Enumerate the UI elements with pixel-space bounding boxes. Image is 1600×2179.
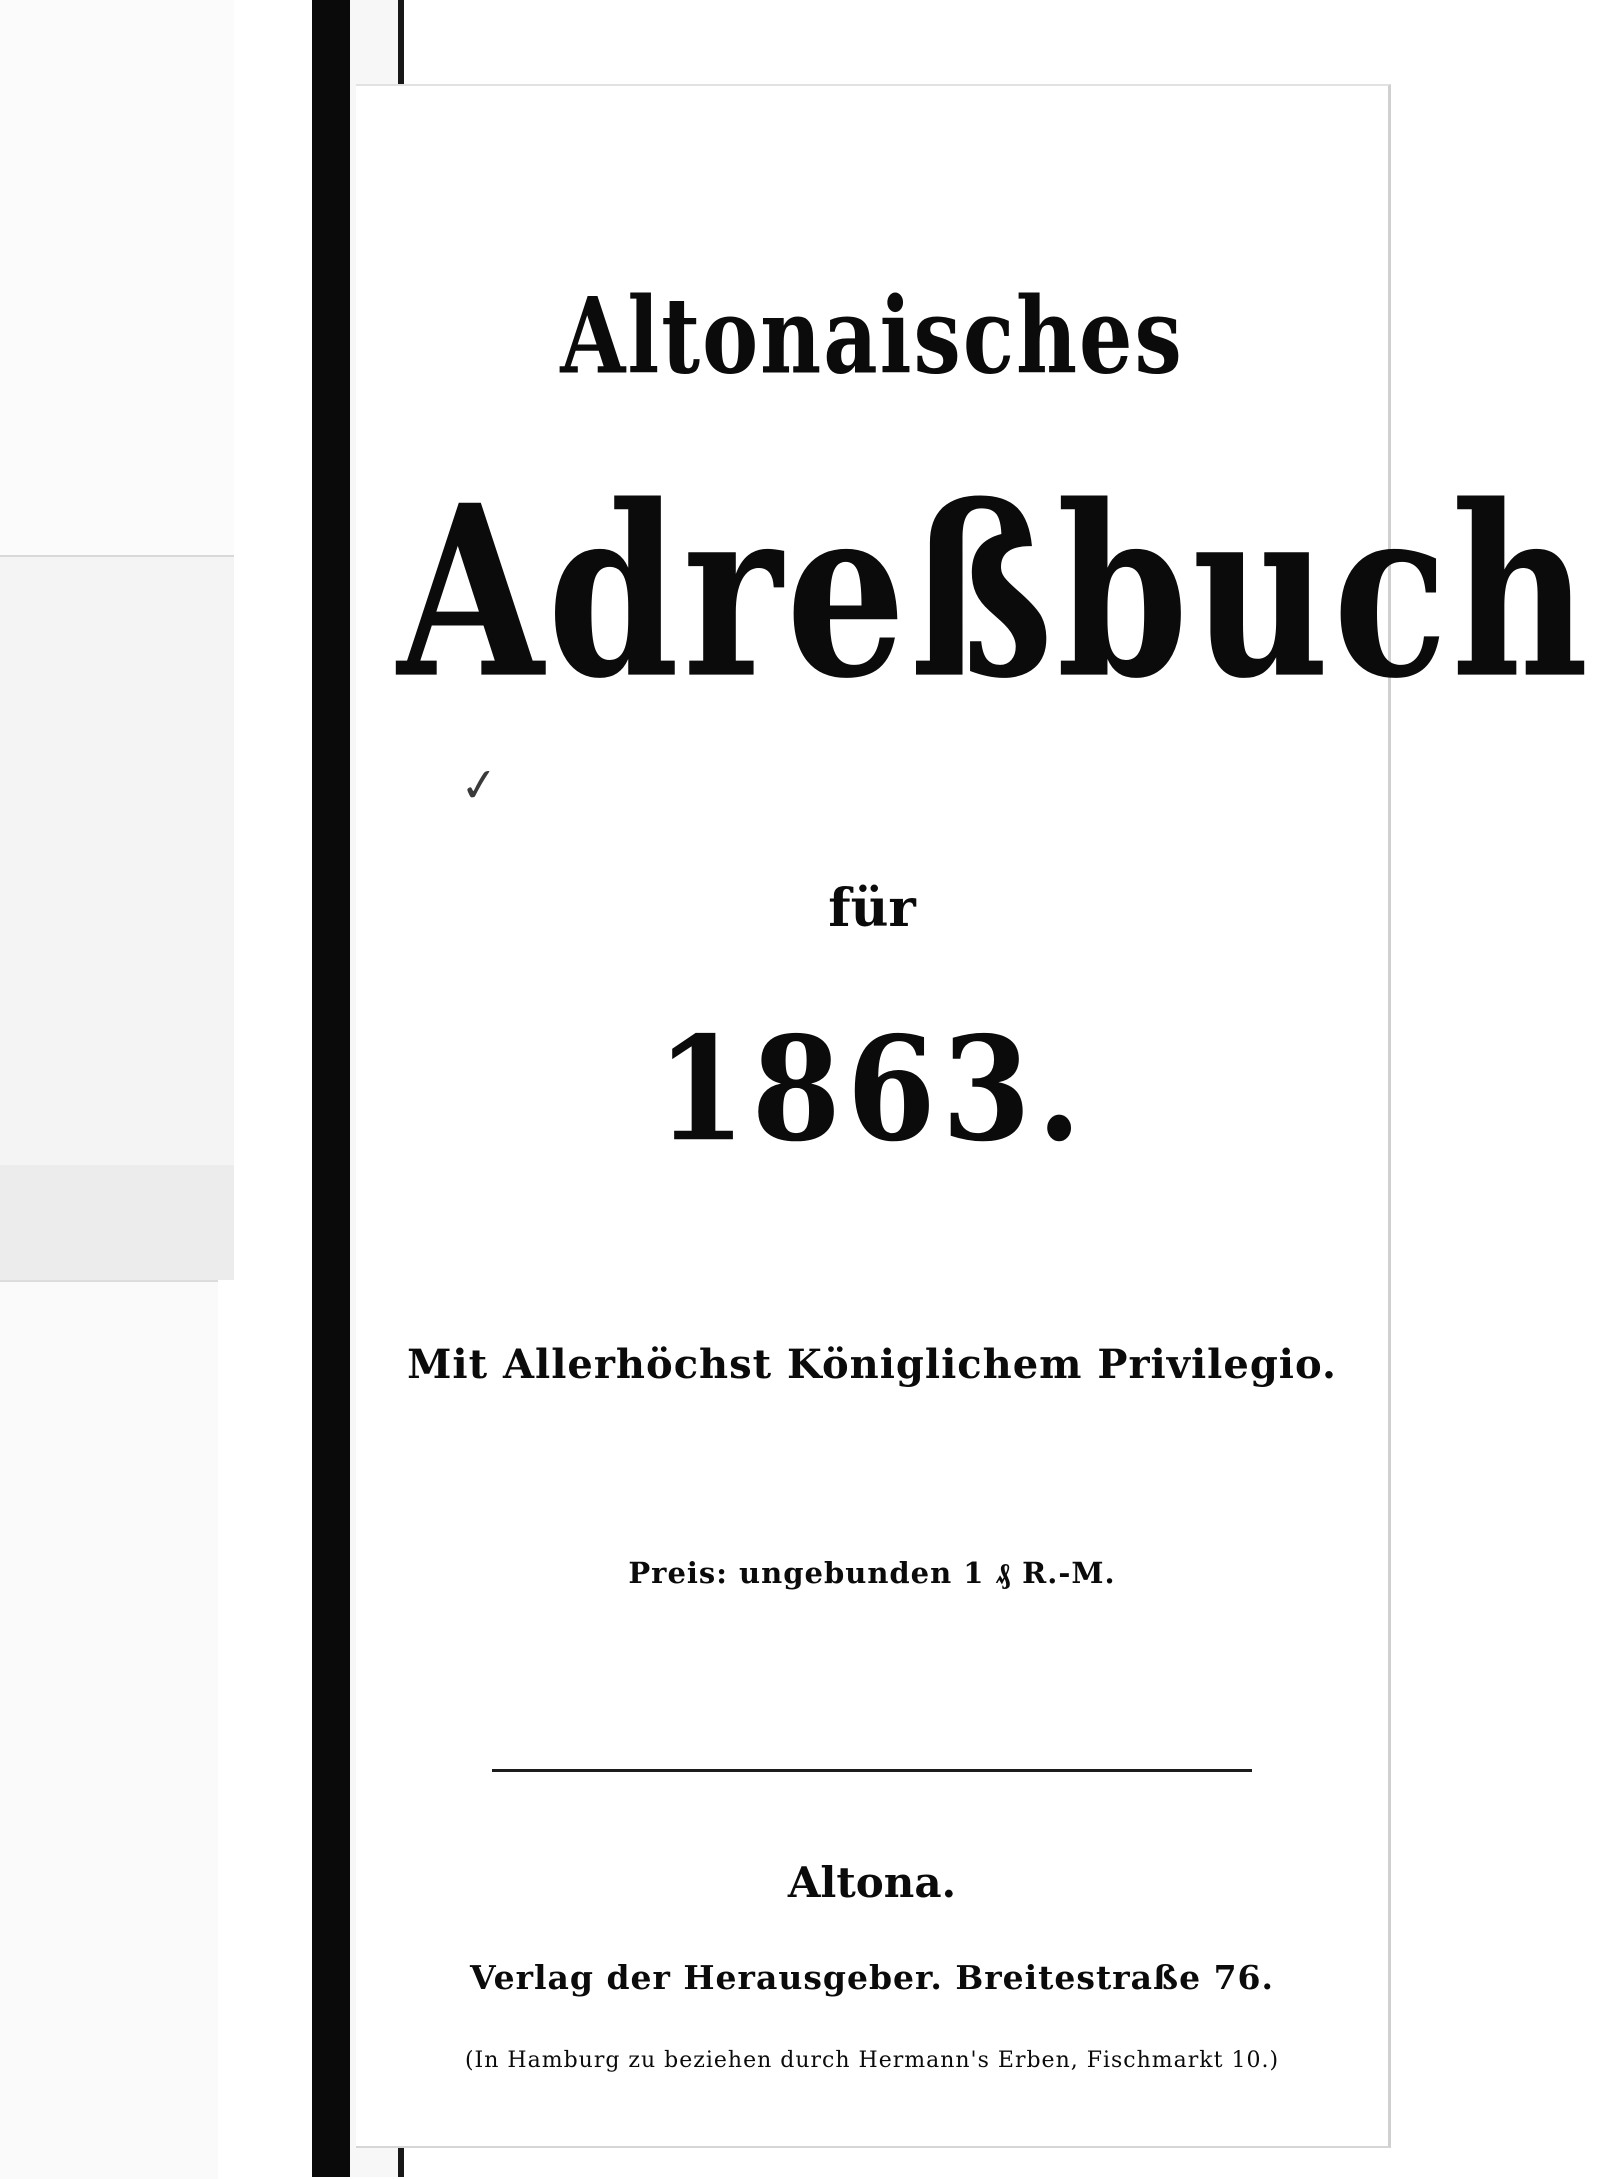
distribution-note: (In Hamburg zu beziehen durch Hermann's Erben, Fischmarkt 10.) [464, 2048, 1280, 2073]
title-page [356, 84, 1593, 2148]
scanner-background [0, 1165, 234, 1280]
for-word: für [828, 878, 916, 939]
scanner-background [0, 555, 234, 1167]
publisher-line: Verlag der Herausgeber. Breitestraße 76. [470, 1958, 1274, 1997]
scanner-background [0, 0, 234, 555]
privilege-line: Mit Allerhöchst Königlichem Privilegio. [407, 1341, 1337, 1388]
title-line-2: Adreßbuch [397, 454, 1593, 731]
binding-edge [312, 0, 350, 2177]
year: 1863. [656, 1006, 1088, 1174]
divider-rule [356, 1769, 1388, 1773]
title-line-1: Altonaisches [560, 273, 1184, 398]
handwritten-checkmark: ✓ [457, 756, 502, 814]
place-of-publication: Altona. [787, 1858, 957, 1907]
scanner-background [0, 1280, 218, 2179]
price-line: Preis: ungebunden 1 ₰ R.-M. [628, 1556, 1116, 1590]
